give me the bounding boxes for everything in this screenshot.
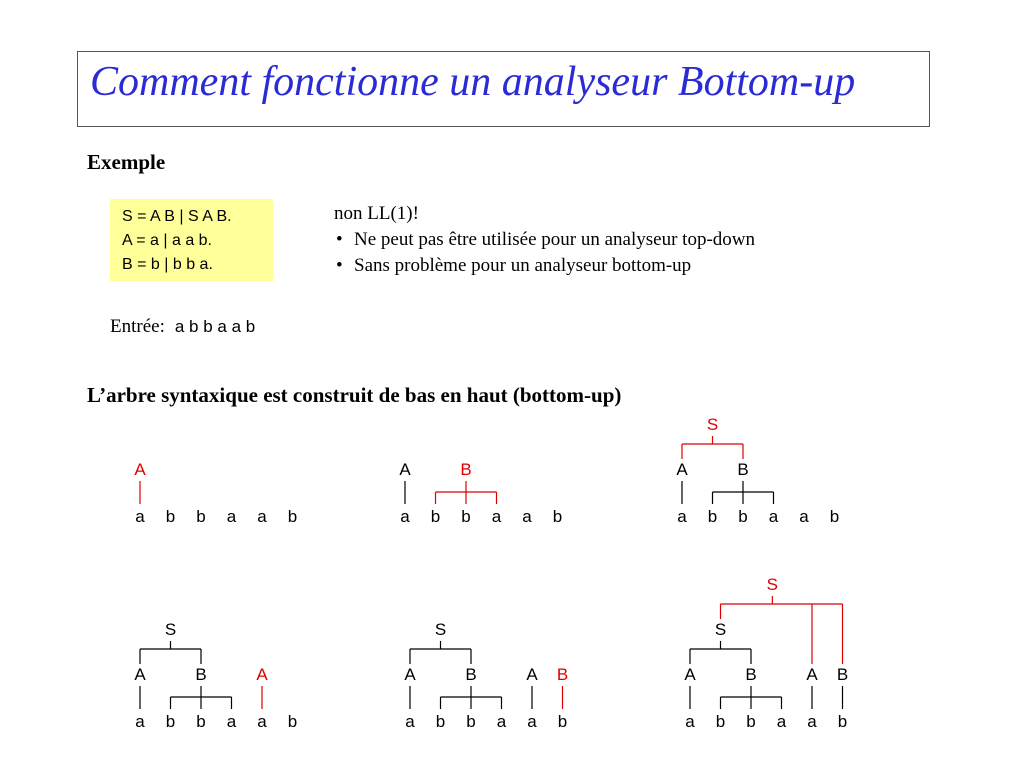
- token-label: b: [430, 507, 441, 526]
- node-label-a: A: [256, 665, 268, 684]
- node-label-a: A: [134, 665, 146, 684]
- node-label-s: S: [164, 620, 177, 639]
- input-value: a b b a a b: [174, 317, 256, 336]
- node-label-a: A: [676, 460, 688, 479]
- token-label: a: [685, 712, 695, 731]
- token-label: b: [746, 712, 756, 731]
- node-label-s: S: [706, 415, 719, 434]
- token-label: a: [807, 712, 817, 731]
- tree-heading: L’arbre syntaxique est construit de bas en haut (bottom-up): [87, 383, 622, 407]
- node-label-b: B: [195, 665, 207, 684]
- input-label: Entrée:: [110, 316, 165, 337]
- token-label: a: [799, 507, 809, 526]
- token-label: b: [552, 507, 563, 526]
- node-label-s: S: [434, 620, 447, 639]
- example-heading: Exemple: [87, 150, 166, 174]
- node-label-b: B: [836, 665, 849, 684]
- token-label: a: [491, 507, 502, 526]
- token-label: a: [527, 712, 537, 731]
- token-label: b: [287, 712, 298, 731]
- grammar-rule-s: S = A B | S A B.: [122, 208, 232, 225]
- grammar-rule-a: A = a | a a b.: [122, 232, 212, 249]
- node-label-s: S: [714, 620, 727, 639]
- token-label: b: [435, 712, 446, 731]
- token-label: b: [738, 507, 748, 526]
- token-label: b: [715, 712, 726, 731]
- token-label: a: [400, 507, 410, 526]
- token-label: b: [707, 507, 718, 526]
- token-label: a: [226, 507, 237, 526]
- node-label-a: A: [684, 665, 696, 684]
- grammar-rule-b: B = b | b b a.: [122, 256, 213, 273]
- token-label: b: [829, 507, 840, 526]
- token-label: b: [557, 712, 568, 731]
- node-label-a: A: [399, 460, 411, 479]
- token-label: a: [135, 507, 145, 526]
- token-label: a: [768, 507, 779, 526]
- node-label-a: A: [526, 665, 538, 684]
- node-label-b: B: [460, 460, 472, 479]
- token-label: b: [461, 507, 471, 526]
- token-label: a: [135, 712, 145, 731]
- notes-first-line: non LL(1)!: [334, 203, 419, 224]
- token-label: b: [837, 712, 848, 731]
- node-label-b: B: [745, 665, 757, 684]
- notes-bullet: • Sans problème pour un analyseur bottom-up: [334, 253, 755, 279]
- token-label: a: [776, 712, 787, 731]
- token-label: a: [257, 507, 267, 526]
- token-label: b: [165, 507, 176, 526]
- node-label-a: A: [806, 665, 818, 684]
- node-label-a: A: [404, 665, 416, 684]
- node-label-b: B: [556, 665, 569, 684]
- notes-bullet: • Ne peut pas être utilisée pour un analyseur top-down: [334, 227, 755, 253]
- node-label-b: B: [465, 665, 477, 684]
- token-label: a: [496, 712, 507, 731]
- page-title: Comment fonctionne un analyseur Bottom-up: [90, 59, 856, 105]
- token-label: a: [522, 507, 532, 526]
- token-label: a: [257, 712, 267, 731]
- token-label: b: [165, 712, 176, 731]
- token-label: a: [405, 712, 415, 731]
- node-label-b: B: [737, 460, 749, 479]
- token-label: b: [196, 712, 206, 731]
- node-label-a: A: [134, 460, 146, 479]
- token-label: a: [677, 507, 687, 526]
- token-label: a: [226, 712, 237, 731]
- token-label: b: [196, 507, 206, 526]
- node-label-s: S: [766, 575, 779, 594]
- token-label: b: [287, 507, 298, 526]
- token-label: b: [466, 712, 476, 731]
